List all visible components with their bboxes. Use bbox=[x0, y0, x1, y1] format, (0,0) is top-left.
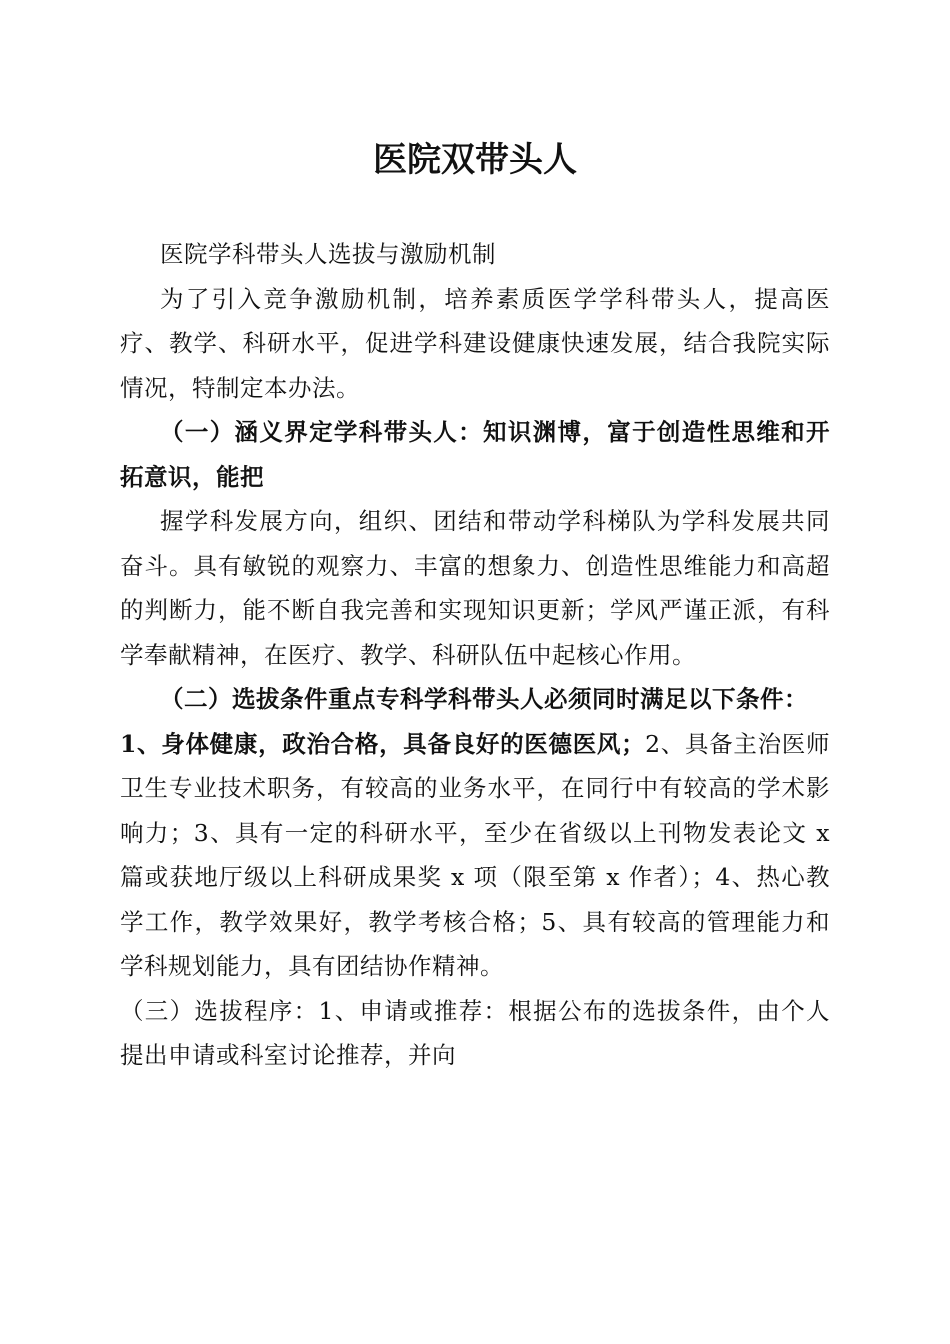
document-title: 医院双带头人 bbox=[373, 140, 577, 180]
intro-paragraph: 为了引入竞争激励机制，培养素质医学学科带头人，提高医疗、教学、科研水平，促进学科建设健康快速发展，结合我院实际情况，特制定本办法。 bbox=[120, 284, 830, 402]
section3-paragraph: （三）选拔程序：1、申请或推荐：根据公布的选拔条件，由个人提出申请或科室讨论推荐，并向 bbox=[120, 996, 830, 1069]
section2-conditions bbox=[120, 722, 830, 989]
document-body bbox=[120, 232, 830, 1078]
section2-heading: （二）选拔条件重点专科学科带头人必须同时满足以下条件： bbox=[160, 685, 808, 713]
section1-body: 握学科发展方向，组织、团结和带动学科梯队为学科发展共同奋斗。具有敏锐的观察力、丰富的想象力、创造性思维能力和高超的判断力，能不断自我完善和实现知识更新；学风严谨正派，有科学奉献精神，在医疗、教学、科研队伍中起核心作用。 bbox=[120, 507, 830, 669]
section1-heading: （一）涵义界定学科带头人：知识渊博，富于创造性思维和开拓意识，能把 bbox=[120, 418, 830, 491]
section2-rest: 2、具备主治医师卫生专业技术职务，有较高的业务水平，在同行中有较高的学术影响力；3、具有一定的科研水平，至少在省级以上刊物发表论文 x 篇或获地厅级以上科研成果奖 x 项（限至第 x 作者）；4、热心教学工作，教学效果好，教学考核合格；5、具有较高的管理能力和学科规划能力，具有团结协作精神。 bbox=[120, 729, 830, 980]
document-subtitle: 医院学科带头人选拔与激励机制 bbox=[160, 240, 496, 268]
section2-item1: 1、身体健康，政治合格，具备良好的医德医风； bbox=[120, 729, 646, 758]
